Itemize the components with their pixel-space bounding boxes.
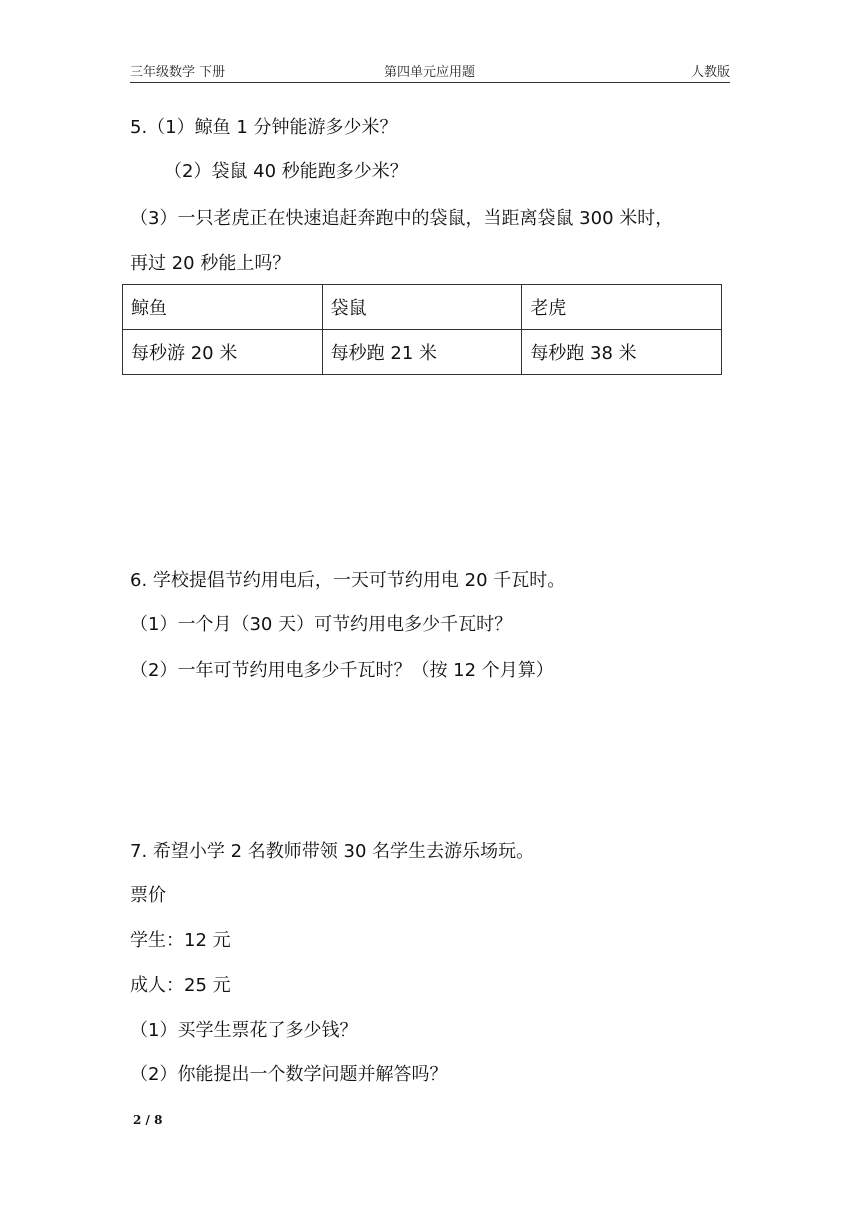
- table-cell: 每秒跑 38 米: [522, 330, 722, 375]
- q7-part2: （2）你能提出一个数学问题并解答吗？: [130, 1064, 448, 1085]
- table-cell: 每秒跑 21 米: [322, 330, 522, 375]
- q7-price-title: 票价: [130, 885, 166, 906]
- q5-part3-line2: 再过 20 秒能上吗？: [130, 253, 291, 274]
- header-edition: 人教版: [690, 65, 730, 80]
- page-header: [130, 60, 730, 83]
- q7-stem: 7. 希望小学 2 名教师带领 30 名学生去游乐场玩。: [130, 841, 535, 862]
- table-cell: 每秒游 20 米: [123, 330, 323, 375]
- q7-student-price: 学生：12 元: [130, 930, 231, 951]
- page-number: 2 / 8: [133, 1113, 163, 1127]
- header-grade: 三年级数学 下册: [130, 65, 226, 80]
- q7-part1: （1）买学生票花了多少钱？: [130, 1020, 358, 1041]
- q5-part3-line1: （3）一只老虎正在快速追赶奔跑中的袋鼠，当距离袋鼠 300 米时，: [130, 208, 674, 229]
- q6-stem: 6. 学校提倡节约用电后，一天可节约用电 20 千瓦时。: [130, 570, 566, 591]
- q5-part2: （2）袋鼠 40 秒能跑多少米？: [164, 161, 408, 182]
- q5-part1: 5.（1）鲸鱼 1 分钟能游多少米？: [130, 117, 398, 138]
- animal-speed-table: [122, 284, 722, 375]
- table-header-row: [123, 285, 722, 330]
- table-row: [123, 330, 722, 375]
- header-unit: 第四单元应用题: [384, 65, 476, 80]
- q7-adult-price: 成人：25 元: [130, 975, 231, 996]
- q6-part2: （2）一年可节约用电多少千瓦时？（按 12 个月算）: [130, 660, 554, 681]
- table-header-cell: 袋鼠: [322, 285, 522, 330]
- q6-part1: （1）一个月（30 天）可节约用电多少千瓦时？: [130, 614, 513, 635]
- table-header-cell: 老虎: [522, 285, 722, 330]
- table-header-cell: 鲸鱼: [123, 285, 323, 330]
